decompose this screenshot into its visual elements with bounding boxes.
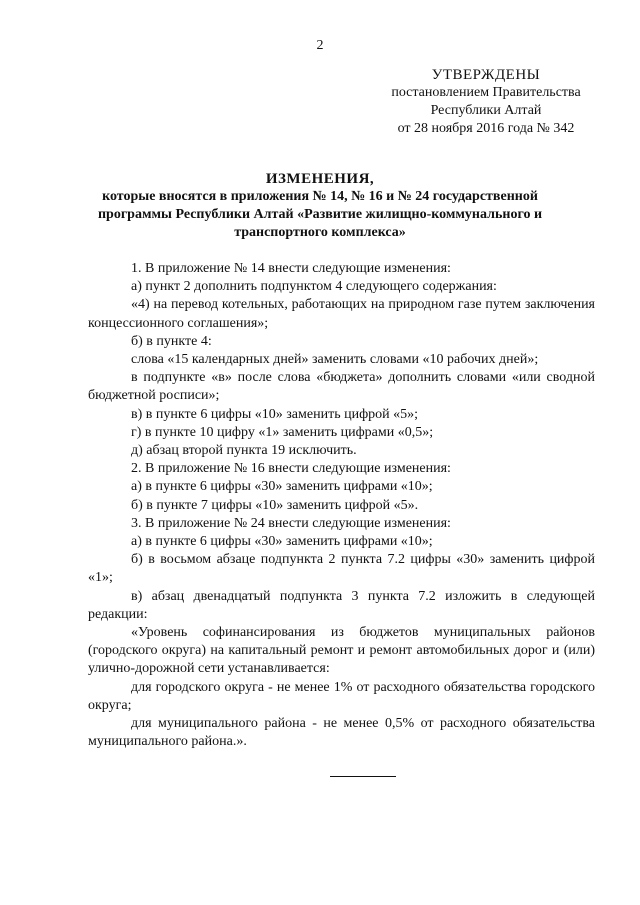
paragraph: в подпункте «в» после слова «бюджета» дополнить словами «или сводной бюджетной росписи»; [88, 370, 595, 404]
paragraph: 2. В приложение № 16 внести следующие изменения: [131, 461, 451, 477]
end-divider [330, 776, 396, 777]
page-number: 2 [316, 38, 324, 53]
paragraph: б) в восьмом абзаце подпункта 2 пункта 7.2 цифры «30» заменить цифрой «1»; [88, 552, 595, 586]
title-subtitle: которые вносятся в приложения № 14, № 16 и № 24 государственной программы Республики Алтай «Развитие жилищно-коммунального и транспортного комплекса» [97, 189, 543, 240]
document-body [88, 260, 595, 751]
title-main: ИЗМЕНЕНИЯ, [265, 171, 375, 187]
paragraph: в) в пункте 6 цифры «10» заменить цифрой «5»; [131, 406, 419, 422]
approval-line-1: постановлением Правительства [391, 85, 581, 100]
approval-heading: УТВЕРЖДЕНЫ [431, 67, 541, 83]
paragraph: г) в пункте 10 цифру «1» заменить цифрами «0,5»; [131, 424, 434, 440]
paragraph: а) пункт 2 дополнить подпунктом 4 следующего содержания: [131, 279, 497, 295]
paragraph: для городского округа - не менее 1% от расходного обязательства городского округа; [88, 679, 595, 713]
paragraph: слова «15 календарных дней» заменить словами «10 рабочих дней»; [131, 352, 539, 368]
approval-line-2: Республики Алтай [430, 103, 542, 118]
approval-line-3: от 28 ноября 2016 года № 342 [397, 121, 575, 136]
paragraph: а) в пункте 6 цифры «30» заменить цифрами «10»; [131, 479, 433, 495]
paragraph: б) в пункте 4: [131, 333, 212, 349]
paragraph: «4) на перевод котельных, работающих на природном газе путем заключения концессионного соглашения»; [88, 297, 595, 331]
paragraph: «Уровень софинансирования из бюджетов муниципальных районов (городского округа) на капитальный ремонт и ремонт автомобильных дорог и (или) улично-дорожной сети устанавливается: [88, 625, 595, 677]
paragraph: д) абзац второй пункта 19 исключить. [131, 443, 357, 459]
paragraph: 1. В приложение № 14 внести следующие изменения: [131, 261, 451, 276]
approval-block [376, 66, 596, 138]
paragraph: в) абзац двенадцатый подпункта 3 пункта 7.2 изложить в следующей редакции: [88, 588, 595, 622]
paragraph: 3. В приложение № 24 внести следующие изменения: [131, 515, 451, 531]
document-title [95, 170, 545, 242]
paragraph: для муниципального района - не менее 0,5% от расходного обязательства муниципального района.». [88, 716, 595, 750]
paragraph: а) в пункте 6 цифры «30» заменить цифрами «10»; [131, 534, 433, 550]
paragraph: б) в пункте 7 цифры «10» заменить цифрой «5». [131, 497, 419, 513]
